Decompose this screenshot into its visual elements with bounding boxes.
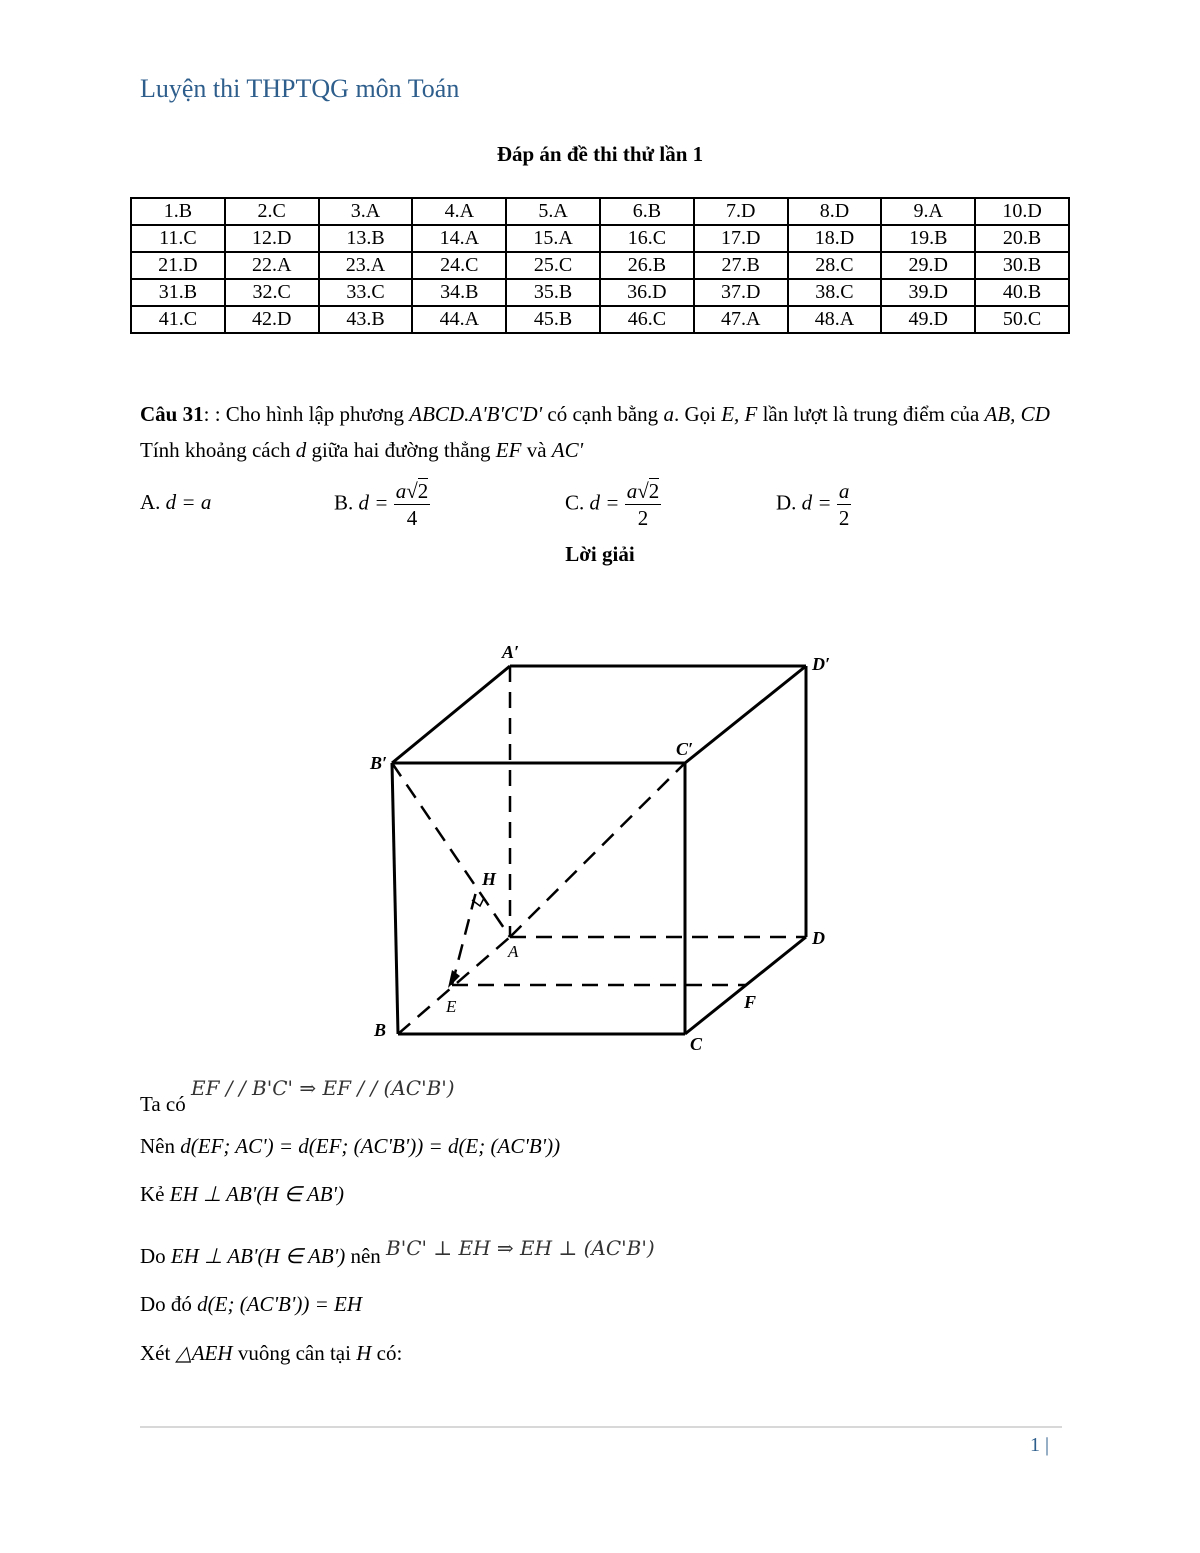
option-lhs: d = (801, 490, 832, 515)
solution-text: có: (376, 1341, 403, 1365)
option-a (140, 490, 211, 546)
solution-line-2 (140, 1134, 560, 1159)
answer-cell: 33.C (319, 279, 413, 306)
answer-cell: 17.D (694, 225, 788, 252)
edge-b1b (392, 763, 398, 1034)
answer-cell: 28.C (788, 252, 882, 279)
answer-cell: 21.D (131, 252, 225, 279)
label-f: F (744, 992, 757, 1012)
option-label: C. (565, 490, 585, 515)
cube-figure (360, 630, 860, 1060)
solution-text: Kẻ (140, 1182, 165, 1206)
label-d: D (812, 928, 825, 948)
sqrt-value: 2 (417, 479, 429, 503)
answer-cell: 49.D (881, 306, 975, 333)
solution-line-3 (140, 1182, 344, 1207)
question-text: . Gọi (673, 402, 716, 426)
answer-cell: 46.C (600, 306, 694, 333)
option-c (565, 478, 661, 534)
edge-b1a (392, 763, 510, 937)
solution-math: EF / / B'C' ⇒ EF / / (AC'B') (191, 1076, 455, 1100)
answer-cell: 6.B (600, 198, 694, 225)
answer-row (131, 225, 1069, 252)
question-text: giữa hai đường thẳng (311, 438, 491, 462)
page-number: 1 | (1030, 1434, 1050, 1456)
answer-cell: 48.A (788, 306, 882, 333)
answer-cell: 27.B (694, 252, 788, 279)
page-header: Luyện thi THPTQG môn Toán (140, 74, 460, 103)
answer-cell: 11.C (131, 225, 225, 252)
fraction-den: 2 (637, 506, 649, 530)
edge-b1a1 (392, 666, 510, 763)
solution-math: △AEH (175, 1341, 233, 1365)
answer-cell: 7.D (694, 198, 788, 225)
segment-eh (452, 888, 477, 985)
option-d (776, 478, 851, 534)
footer-divider (140, 1426, 1062, 1428)
answer-cell: 25.C (506, 252, 600, 279)
answer-cell: 34.B (412, 279, 506, 306)
edge-ac1 (510, 763, 685, 937)
label-c1: C′ (676, 739, 694, 759)
answer-cell: 14.A (412, 225, 506, 252)
answer-cell: 36.D (600, 279, 694, 306)
label-b1: B′ (370, 753, 388, 773)
answer-cell: 40.B (975, 279, 1069, 306)
answer-cell: 39.D (881, 279, 975, 306)
answer-cell: 42.D (225, 306, 319, 333)
label-a: A (508, 942, 519, 961)
question-text: : : Cho hình lập phương (203, 402, 405, 426)
option-label: B. (334, 490, 354, 515)
option-lhs: d = (358, 490, 389, 515)
fraction-den: 2 (838, 506, 850, 530)
solution-text: vuông cân tại (237, 1341, 351, 1365)
answer-row (131, 279, 1069, 306)
solution-math: d(E; (AC'B')) = EH (197, 1292, 363, 1316)
solution-text: nên (350, 1244, 381, 1268)
line-ac1: AC' (551, 438, 584, 462)
solution-line-5 (140, 1292, 362, 1317)
label-a1: A′ (502, 642, 520, 662)
answer-cell: 5.A (506, 198, 600, 225)
solution-text: Xét (140, 1341, 171, 1365)
answer-cell: 29.D (881, 252, 975, 279)
answer-cell: 8.D (788, 198, 882, 225)
answer-cell: 47.A (694, 306, 788, 333)
label-h: H (482, 869, 497, 889)
answer-table (130, 197, 1070, 334)
page-title: Đáp án đề thi thử lần 1 (496, 142, 704, 166)
solution-math: H (356, 1341, 372, 1365)
answer-cell: 2.C (225, 198, 319, 225)
answer-cell: 43.B (319, 306, 413, 333)
answer-cell: 10.D (975, 198, 1069, 225)
answer-cell: 38.C (788, 279, 882, 306)
edge-d1c1 (685, 666, 806, 763)
fraction-num: a (838, 479, 850, 503)
answer-row (131, 252, 1069, 279)
answer-cell: 24.C (412, 252, 506, 279)
answer-row (131, 198, 1069, 225)
fraction-den: 4 (406, 506, 418, 530)
answer-cell: 23.A (319, 252, 413, 279)
solution-text: Do (140, 1244, 166, 1268)
option-expr: d = a (165, 490, 212, 514)
option-c-fraction: $\frac{a√2}{2}$ (626, 479, 660, 530)
answer-cell: 16.C (600, 225, 694, 252)
solution-text: Nên (140, 1134, 175, 1158)
solution-math: EH ⊥ AB'(H ∈ AB') (169, 1182, 345, 1206)
answer-cell: 44.A (412, 306, 506, 333)
question-text: Tính khoảng cách (140, 438, 291, 462)
option-label: D. (776, 490, 797, 515)
solution-math: B'C' ⊥ EH ⇒ EH ⊥ (AC'B') (386, 1236, 655, 1260)
answer-row (131, 306, 1069, 333)
edge-variable: a (663, 402, 674, 426)
line-ef: EF (495, 438, 522, 462)
solution-math: d(EF; AC') = d(EF; (AC'B')) = d(E; (AC'B')) (180, 1134, 561, 1158)
answer-cell: 1.B (131, 198, 225, 225)
answer-cell: 4.A (412, 198, 506, 225)
option-b (334, 478, 430, 534)
option-b-fraction: $\frac{a√2}{4}$ (395, 479, 429, 530)
answer-cell: 37.D (694, 279, 788, 306)
answer-cell: 18.D (788, 225, 882, 252)
question-text: có cạnh bằng (547, 402, 659, 426)
question-text: lần lượt là trung điểm của (762, 402, 980, 426)
question-label: Câu 31 (140, 402, 204, 426)
question-31 (140, 396, 1060, 468)
fraction-var: a (626, 479, 638, 503)
label-e: E (446, 997, 457, 1016)
sqrt-value: 2 (648, 479, 660, 503)
answer-cell: 41.C (131, 306, 225, 333)
answer-cell: 3.A (319, 198, 413, 225)
answer-cell: 31.B (131, 279, 225, 306)
solution-text: Do đó (140, 1292, 192, 1316)
option-label: A. (140, 490, 161, 514)
cube-name: ABCD.A'B'C'D' (409, 402, 543, 426)
solution-text: Ta có (140, 1092, 186, 1116)
question-text: và (526, 438, 547, 462)
answer-cell: 19.B (881, 225, 975, 252)
answer-cell: 22.A (225, 252, 319, 279)
option-lhs: d = (589, 490, 620, 515)
solution-title: Lời giải (565, 542, 635, 566)
solution-line-6 (140, 1341, 402, 1366)
fraction-var: a (395, 479, 407, 503)
option-d-fraction (837, 478, 852, 531)
label-c: C (690, 1034, 703, 1054)
solution-math: EH ⊥ AB'(H ∈ AB') (170, 1244, 346, 1268)
solution-line-1 (140, 1076, 455, 1116)
answer-cell: 45.B (506, 306, 600, 333)
answer-cell: 15.A (506, 225, 600, 252)
answer-cell: 32.C (225, 279, 319, 306)
label-b: B (374, 1020, 387, 1040)
answer-cell: 50.C (975, 306, 1069, 333)
answer-cell: 9.A (881, 198, 975, 225)
answer-cell: 30.B (975, 252, 1069, 279)
points-ef: E, F (721, 402, 758, 426)
answer-cell: 26.B (600, 252, 694, 279)
label-d1: D′ (812, 654, 831, 674)
answer-cell: 13.B (319, 225, 413, 252)
answer-cell: 12.D (225, 225, 319, 252)
answer-cell: 35.B (506, 279, 600, 306)
answer-cell: 20.B (975, 225, 1069, 252)
segments-ab-cd: AB, CD (984, 402, 1050, 426)
solution-line-4 (140, 1236, 655, 1269)
distance-variable: d (295, 438, 307, 462)
